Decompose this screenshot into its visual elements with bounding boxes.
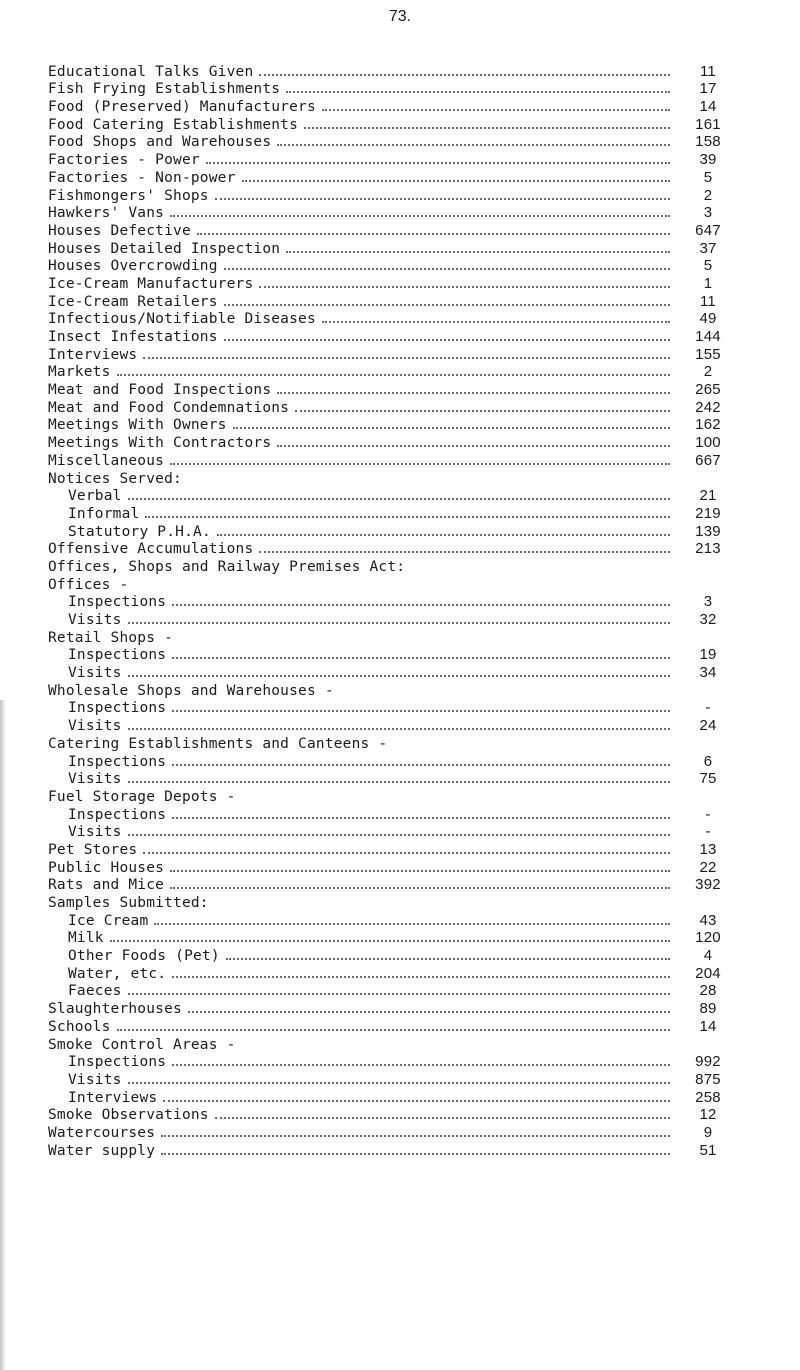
list-item [48, 398, 738, 416]
dot-leader [163, 1100, 670, 1102]
list-item [48, 946, 738, 964]
item-label: Houses Detailed Inspection [48, 240, 281, 257]
dot-leader [277, 392, 670, 394]
dot-leader [172, 1064, 670, 1066]
dot-leader [215, 1117, 670, 1119]
dot-leader [143, 852, 670, 854]
list-item [48, 840, 738, 858]
list-item [48, 805, 738, 823]
list-item [48, 168, 738, 186]
item-label: Interviews [48, 346, 138, 363]
dot-leader [277, 445, 670, 447]
list-item [48, 133, 738, 151]
item-count: 155 [695, 345, 721, 363]
item-count: - [705, 823, 711, 841]
list-item [48, 62, 738, 80]
page-number: 73. [388, 8, 412, 25]
item-label: Meat and Food Condemnations [48, 399, 290, 416]
item-count: 647 [695, 221, 721, 239]
list-item [48, 97, 738, 115]
item-label: Visits [68, 771, 122, 788]
item-count: 144 [695, 328, 721, 345]
item-count: 5 [703, 168, 713, 186]
list-item [48, 929, 738, 947]
list-item [48, 982, 738, 1000]
dot-leader [154, 923, 670, 925]
list-item [48, 858, 738, 876]
item-label: Water, etc. [68, 965, 167, 982]
list-item [48, 1053, 738, 1071]
dot-leader [217, 534, 670, 536]
section-heading [48, 469, 738, 487]
dot-leader [170, 463, 670, 465]
dot-leader [128, 622, 670, 624]
list-item [48, 292, 738, 310]
dot-leader [206, 162, 670, 164]
item-label: Fish Frying Establishments [48, 81, 281, 98]
item-count: 3 [703, 204, 713, 222]
dot-leader [226, 958, 670, 960]
item-count: 992 [695, 1053, 721, 1071]
item-label: Wholesale Shops and Warehouses - [48, 682, 334, 699]
item-count: 4 [703, 947, 713, 965]
dot-leader [322, 109, 670, 111]
item-label: Educational Talks Given [48, 63, 254, 80]
dot-leader [172, 764, 670, 766]
list-item [48, 380, 738, 398]
item-count: 3 [703, 593, 713, 611]
item-count: 11 [700, 62, 716, 80]
section-heading [48, 575, 738, 593]
item-label: Offensive Accumulations [48, 541, 254, 558]
list-item [48, 257, 738, 275]
item-count: 22 [699, 858, 717, 876]
list-item [48, 593, 738, 611]
item-count: 667 [695, 451, 721, 469]
item-label: Smoke Control Areas - [48, 1036, 236, 1053]
item-count: 392 [695, 876, 721, 894]
item-label: Houses Defective [48, 222, 191, 239]
item-count: 51 [699, 1141, 717, 1159]
section-heading [48, 628, 738, 646]
item-count: 139 [695, 522, 721, 540]
item-count: 39 [699, 151, 717, 169]
list-item [48, 504, 738, 522]
dot-leader [188, 1011, 670, 1013]
dot-leader [161, 1153, 670, 1155]
item-count: 2 [703, 363, 713, 381]
item-count: 19 [699, 646, 717, 664]
dot-leader [233, 427, 670, 429]
list-item [48, 239, 738, 257]
list-item [48, 663, 738, 681]
list-item [48, 646, 738, 664]
dot-leader [161, 1135, 670, 1137]
list-item [48, 911, 738, 929]
item-count: 13 [699, 840, 717, 858]
dot-leader [128, 498, 670, 500]
list-item [48, 433, 738, 451]
list-item [48, 699, 738, 717]
dot-leader [170, 870, 670, 872]
dot-leader [128, 675, 670, 677]
item-label: Catering Establishments and Canteens - [48, 735, 388, 752]
item-count: 161 [695, 115, 721, 133]
dot-leader [117, 1029, 670, 1031]
item-label: Food (Preserved) Manufacturers [48, 99, 316, 116]
item-count: 219 [695, 504, 721, 522]
list-item [48, 999, 738, 1017]
item-label: Other Foods (Pet) [68, 948, 220, 965]
item-count: 1 [703, 274, 713, 292]
list-item [48, 274, 738, 292]
item-count: 242 [695, 398, 721, 416]
dot-leader [110, 940, 670, 942]
section-heading [48, 681, 738, 699]
list-item [48, 204, 738, 222]
item-count: 24 [699, 717, 717, 735]
dot-leader [286, 251, 670, 253]
item-label: Meetings With Owners [48, 417, 227, 434]
item-label: Interviews [68, 1089, 158, 1106]
item-label: Milk [68, 930, 104, 947]
item-label: Visits [68, 1071, 122, 1088]
item-label: Inspections [68, 647, 167, 664]
section-heading [48, 787, 738, 805]
list-item [48, 221, 738, 239]
item-count: 37 [699, 239, 717, 257]
dot-leader [128, 728, 670, 730]
item-count: 875 [695, 1070, 721, 1088]
dot-leader [128, 834, 670, 836]
list-item [48, 876, 738, 894]
item-count: 11 [700, 292, 716, 310]
dot-leader [172, 604, 670, 606]
item-label: Infectious/Notifiable Diseases [48, 311, 316, 328]
list-item [48, 310, 738, 328]
item-label: Hawkers' Vans [48, 205, 165, 222]
list-item [48, 363, 738, 381]
list-item [48, 1106, 738, 1124]
item-label: Notices Served: [48, 470, 182, 487]
item-label: Pet Stores [48, 841, 138, 858]
dot-leader [172, 657, 670, 659]
item-count: 9 [703, 1123, 713, 1141]
item-count: 120 [695, 929, 721, 947]
item-count: 28 [699, 982, 717, 1000]
item-count: 21 [699, 487, 717, 505]
item-count: 5 [703, 257, 713, 275]
dot-leader [197, 233, 670, 235]
section-heading [48, 893, 738, 911]
item-count: 258 [695, 1088, 721, 1106]
list-item [48, 823, 738, 841]
dot-leader [286, 91, 670, 93]
dot-leader [295, 410, 670, 412]
item-count: 213 [695, 540, 721, 558]
binding-shadow [0, 700, 6, 1370]
item-count: 12 [699, 1106, 717, 1124]
item-count: 17 [699, 80, 717, 98]
item-label: Ice-Cream Manufacturers [48, 275, 254, 292]
item-count: 49 [699, 310, 717, 328]
item-label: Markets [48, 364, 111, 381]
list-item [48, 1017, 738, 1035]
dot-leader [322, 321, 670, 323]
item-label: Watercourses [48, 1124, 156, 1141]
dot-leader [242, 180, 670, 182]
item-label: Offices, Shops and Railway Premises Act: [48, 558, 406, 575]
item-count: 158 [695, 133, 721, 151]
item-label: Public Houses [48, 859, 165, 876]
list-item [48, 345, 738, 363]
item-label: Fuel Storage Depots - [48, 788, 236, 805]
dot-leader [304, 127, 670, 129]
item-label: Inspections [68, 806, 167, 823]
item-label: Visits [68, 718, 122, 735]
list-item [48, 186, 738, 204]
dot-leader [215, 198, 670, 200]
list-item [48, 80, 738, 98]
dot-leader [128, 781, 670, 783]
list-item [48, 522, 738, 540]
dot-leader [224, 268, 670, 270]
item-label: Verbal [68, 488, 122, 505]
dot-leader [128, 1082, 670, 1084]
item-label: Inspections [68, 753, 167, 770]
item-label: Meat and Food Inspections [48, 382, 272, 399]
item-label: Miscellaneous [48, 452, 165, 469]
dot-leader [277, 144, 670, 146]
dot-leader [224, 304, 670, 306]
item-label: Informal [68, 505, 140, 522]
item-label: Samples Submitted: [48, 895, 209, 911]
item-label: Visits [68, 665, 122, 682]
item-label: Water supply [48, 1142, 156, 1159]
item-label: Visits [68, 824, 122, 841]
item-label: Retail Shops - [48, 629, 174, 646]
list-item [48, 540, 738, 558]
item-count: 265 [695, 381, 721, 399]
inspection-list [48, 62, 738, 1159]
item-label: Ice-Cream Retailers [48, 293, 218, 310]
list-item [48, 1088, 738, 1106]
item-count: 32 [699, 611, 717, 628]
list-item [48, 1070, 738, 1088]
dot-leader [143, 357, 670, 359]
dot-leader [170, 887, 670, 889]
list-item [48, 115, 738, 133]
item-count: 204 [695, 964, 721, 982]
list-item [48, 1123, 738, 1141]
item-label: Smoke Observations [48, 1107, 209, 1124]
item-label: Faeces [68, 983, 122, 1000]
dot-leader [172, 976, 670, 978]
item-label: Inspections [68, 594, 167, 611]
list-item [48, 716, 738, 734]
item-label: Offices - [48, 576, 129, 593]
item-label: Fishmongers' Shops [48, 187, 209, 204]
list-item [48, 610, 738, 628]
dot-leader [259, 551, 670, 553]
item-count: - [705, 805, 711, 823]
dot-leader [172, 710, 670, 712]
item-label: Food Shops and Warehouses [48, 134, 272, 151]
dot-leader [170, 215, 670, 217]
item-label: Visits [68, 612, 122, 628]
item-count: 75 [699, 770, 717, 788]
item-label: Food Catering Establishments [48, 116, 299, 133]
item-count: - [705, 699, 711, 717]
dot-leader [259, 286, 670, 288]
item-label: Factories - Non-power [48, 169, 236, 186]
item-count: 14 [699, 98, 717, 116]
item-count: 2 [703, 186, 713, 204]
section-heading [48, 734, 738, 752]
item-label: Inspections [68, 700, 167, 717]
list-item [48, 770, 738, 788]
item-label: Schools [48, 1018, 111, 1035]
list-item [48, 451, 738, 469]
section-heading [48, 557, 738, 575]
item-count: 89 [699, 1000, 717, 1018]
dot-leader [145, 516, 670, 518]
list-item [48, 327, 738, 345]
dot-leader [128, 993, 670, 995]
list-item [48, 487, 738, 505]
item-label: Statutory P.H.A. [68, 523, 211, 540]
list-item [48, 416, 738, 434]
dot-leader [117, 374, 670, 376]
dot-leader [172, 817, 670, 819]
item-count: 34 [699, 664, 717, 682]
item-count: 14 [699, 1017, 717, 1035]
item-label: Slaughterhouses [48, 1001, 182, 1018]
item-label: Meetings With Contractors [48, 435, 272, 452]
item-label: Rats and Mice [48, 877, 165, 894]
section-heading [48, 1035, 738, 1053]
item-label: Houses Overcrowding [48, 258, 218, 275]
item-label: Insect Infestations [48, 329, 218, 345]
item-label: Factories - Power [48, 152, 200, 169]
list-item [48, 150, 738, 168]
item-count: 43 [699, 911, 717, 929]
item-label: Inspections [68, 1054, 167, 1071]
list-item [48, 964, 738, 982]
item-count: 162 [695, 416, 721, 434]
item-count: 6 [703, 752, 713, 770]
dot-leader [259, 74, 670, 76]
list-item [48, 1141, 738, 1159]
dot-leader [224, 339, 670, 341]
list-item [48, 752, 738, 770]
item-label: Ice Cream [68, 912, 149, 929]
item-count: 100 [695, 434, 721, 452]
